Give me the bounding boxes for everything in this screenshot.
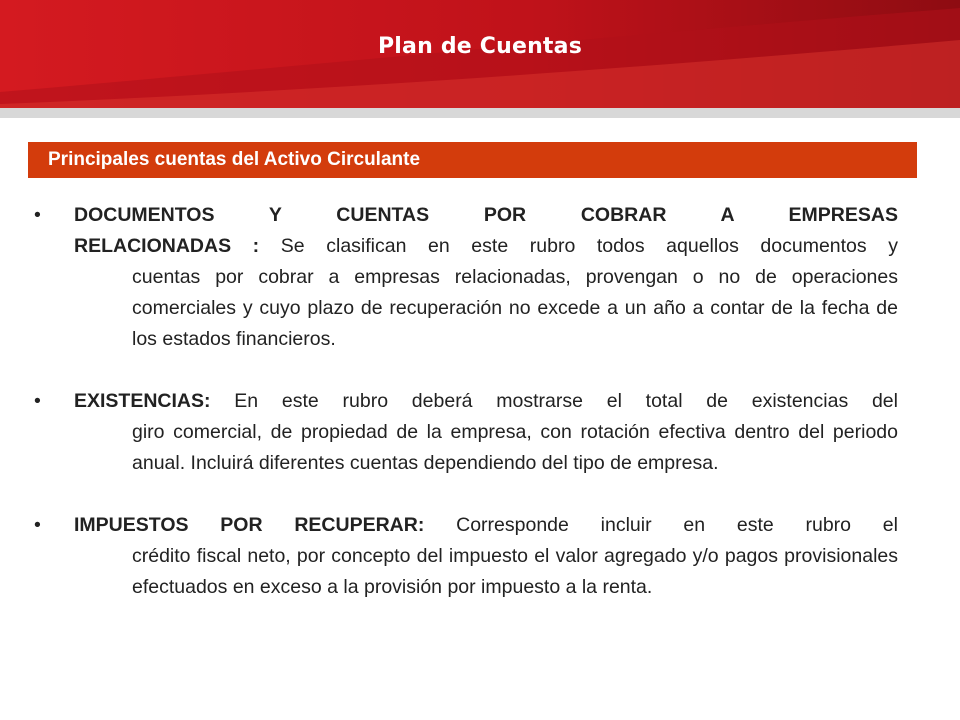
list-item	[34, 200, 898, 355]
item-text: En este rubro deberá mostrarse el total de existencias del	[210, 390, 898, 412]
item-term-continued: RELACIONADAS :	[74, 235, 260, 257]
item-text: Se clasifican en este rubro todos aquellos documentos y	[259, 235, 898, 257]
list-item	[34, 510, 898, 603]
section-title: Principales cuentas del Activo Circulante	[48, 149, 421, 170]
item-text-continued: giro comercial, de propiedad de la empresa, con rotación efectiva dentro del periodo anual. Incluirá diferentes cuentas dependiendo del tipo de empresa.	[132, 421, 898, 474]
header-wave-decoration	[0, 0, 960, 118]
item-term: DOCUMENTOS Y CUENTAS POR COBRAR A EMPRESAS	[74, 204, 898, 226]
bullet-icon: •	[34, 514, 41, 536]
bullet-icon: •	[34, 204, 41, 226]
slide-header	[0, 0, 960, 118]
item-text-continued: crédito fiscal neto, por concepto del impuesto el valor agregado y/o pagos provisionales efectuados en exceso a la provisión por impuesto a la renta.	[132, 545, 898, 598]
slide-content	[34, 200, 898, 634]
item-text: Corresponde incluir en este rubro el	[424, 514, 898, 536]
list-item	[34, 386, 898, 479]
item-term: IMPUESTOS POR RECUPERAR:	[74, 514, 425, 536]
section-title-bar	[28, 142, 917, 178]
slide-title: Plan de Cuentas	[377, 34, 582, 59]
item-term: EXISTENCIAS:	[74, 390, 211, 412]
bullet-icon: •	[34, 390, 41, 412]
item-text-continued: cuentas por cobrar a empresas relacionadas, provengan o no de operaciones comerciales y cuyo plazo de recuperación no excede a un año a contar de la fecha de los estados financieros.	[132, 266, 898, 350]
